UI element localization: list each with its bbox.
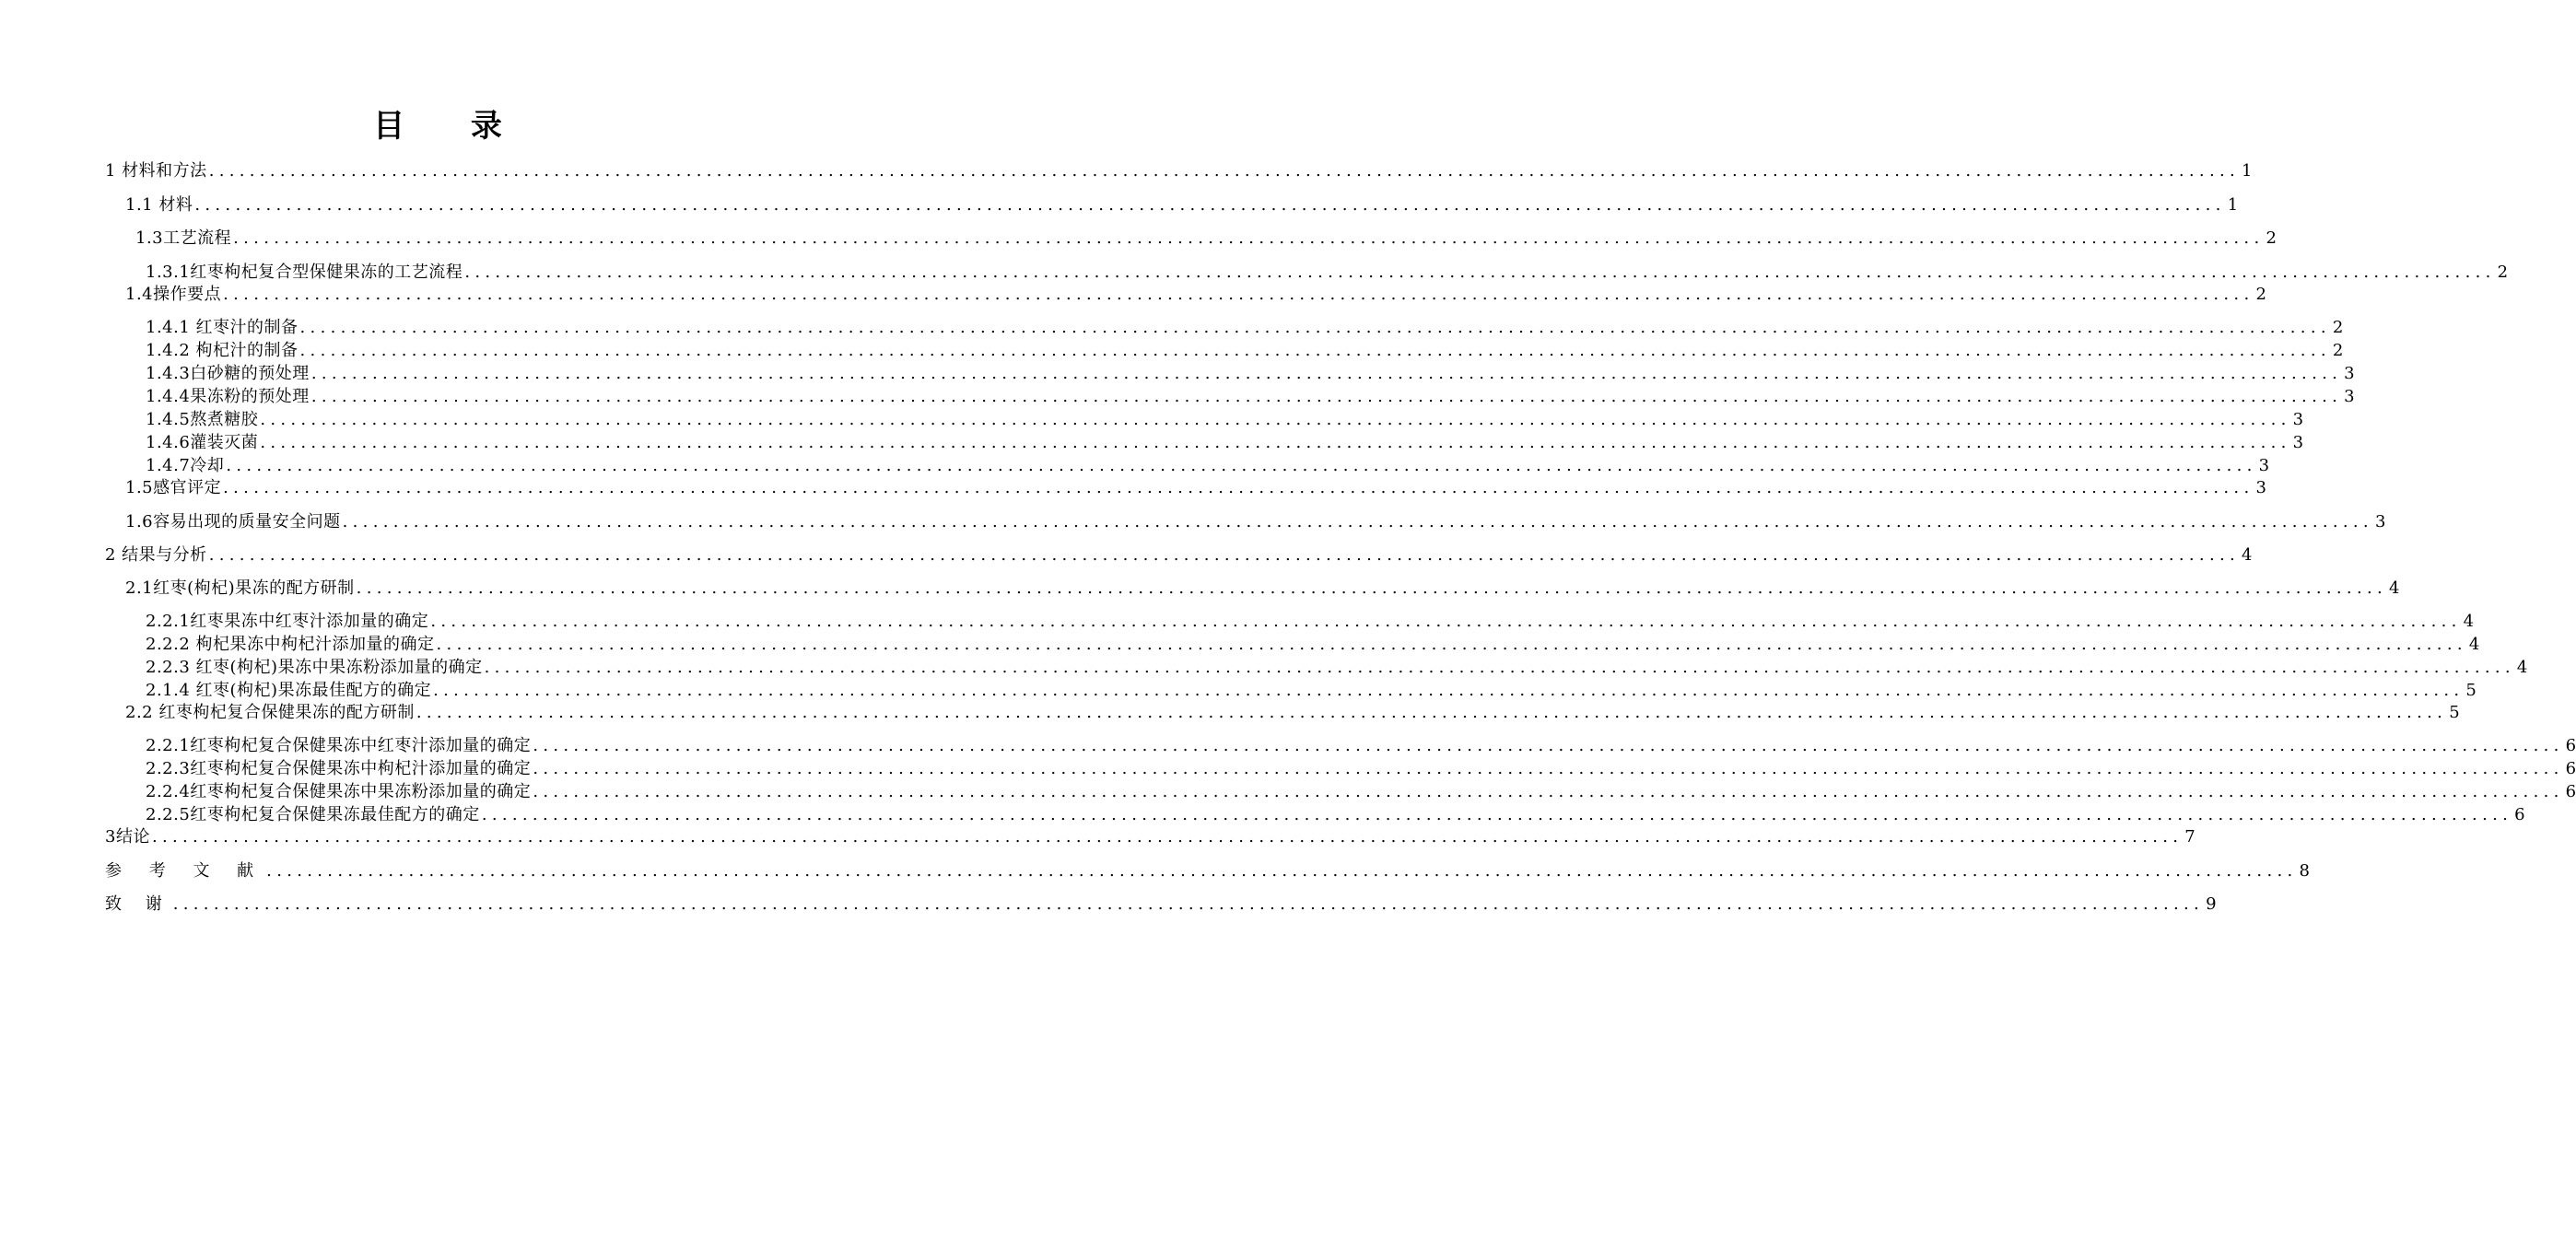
- toc-page-number: 6: [2565, 736, 2576, 755]
- toc-page-number: 3: [2258, 456, 2270, 475]
- toc-page-number: 6: [2565, 759, 2576, 778]
- toc-entry[interactable]: [146, 317, 2344, 339]
- toc-page-number: 4: [2463, 612, 2475, 631]
- toc-entry[interactable]: [146, 680, 2476, 702]
- toc-entry-text: 1.4.5熬煮糖胶: [146, 410, 259, 429]
- toc-entry[interactable]: [105, 826, 2195, 848]
- toc-entry-text: 致 谢: [105, 894, 171, 914]
- toc-entry-text: 1.3工艺流程: [135, 228, 232, 248]
- toc-entry[interactable]: [125, 477, 2266, 499]
- toc-leader-dots: ........................................................................................................................................................................................................: [533, 759, 2564, 778]
- toc-leader-dots: ........................................................................................................................................................................................................: [299, 318, 2331, 337]
- toc-page-number: 3: [2292, 433, 2304, 452]
- toc-entry[interactable]: [146, 634, 2480, 656]
- toc-leader-dots: ........................................................................................................................................................................................................: [436, 635, 2467, 654]
- toc-entry[interactable]: [105, 860, 2310, 882]
- toc-leader-dots: ........................................................................................................................................................................................................: [416, 703, 2448, 722]
- toc-entry-text: 1.3.1红枣枸杞复合型保健果冻的工艺流程: [146, 263, 463, 282]
- toc-entry-text: 1 材料和方法: [105, 161, 207, 181]
- toc-page-number: 2: [2332, 341, 2344, 360]
- toc-leader-dots: ........................................................................................................................................................................................................: [299, 341, 2331, 360]
- toc-entry[interactable]: [135, 228, 2277, 250]
- toc-entry-text: 2 结果与分析: [105, 545, 207, 565]
- toc-entry[interactable]: [146, 455, 2270, 477]
- toc-entry-text: 2.2.5红枣枸杞复合保健果冻最佳配方的确定: [146, 805, 480, 824]
- toc-page-number: 4: [2242, 545, 2253, 565]
- toc-page-number: 4: [2389, 578, 2400, 598]
- toc-leader-dots: ........................................................................................................................................................................................................: [208, 545, 2241, 565]
- toc-entry[interactable]: [146, 386, 2355, 408]
- toc-entry[interactable]: [146, 657, 2528, 679]
- toc-leader-dots: ........................................................................................................................................................................................................: [342, 512, 2373, 531]
- toc-leader-dots: ........................................................................................................................................................................................................: [223, 478, 2254, 497]
- toc-page-number: 2: [2255, 285, 2266, 304]
- toc-entry-text: 1.4.7冷却: [146, 456, 225, 475]
- toc-leader-dots: ........................................................................................................................................................................................................: [310, 387, 2343, 406]
- toc-leader-dots: ........................................................................................................................................................................................................: [464, 263, 2496, 282]
- toc-entry[interactable]: [146, 432, 2304, 454]
- toc-page-number: 1: [2227, 195, 2239, 215]
- toc-entry-text: 2.2.2 枸杞果冻中枸杞汁添加量的确定: [146, 635, 435, 654]
- toc-leader-dots: ........................................................................................................................................................................................................: [433, 681, 2465, 700]
- toc-page-number: 5: [2449, 703, 2460, 722]
- toc-entry[interactable]: [146, 804, 2525, 826]
- toc-entry-text: 1.4.6灌装灭菌: [146, 433, 259, 452]
- toc-entry[interactable]: [125, 578, 2400, 600]
- toc-leader-dots: ........................................................................................................................................................................................................: [226, 456, 2257, 475]
- toc-entry-text: 1.4操作要点: [125, 285, 222, 304]
- toc-leader-dots: ........................................................................................................................................................................................................: [260, 433, 2291, 452]
- toc-leader-dots: ........................................................................................................................................................................................................: [260, 410, 2291, 429]
- toc-page-number: 5: [2465, 681, 2476, 700]
- toc-leader-dots: ........................................................................................................................................................................................................: [310, 364, 2343, 383]
- toc-page-number: 6: [2514, 805, 2525, 824]
- toc-entry-text: 2.1红枣(枸杞)果冻的配方研制: [125, 578, 355, 598]
- toc-entry-text: 2.2 红枣枸杞复合保健果冻的配方研制: [125, 703, 415, 722]
- toc-entry[interactable]: [105, 893, 2217, 916]
- toc-entry-text: 2.2.3红枣枸杞复合保健果冻中枸杞汁添加量的确定: [146, 759, 532, 778]
- toc-entry-text: 1.4.1 红枣汁的制备: [146, 318, 299, 337]
- toc-entry[interactable]: [146, 758, 2576, 780]
- toc-leader-dots: ........................................................................................................................................................................................................: [208, 161, 2241, 181]
- toc-entry-text: 2.2.1红枣果冻中红枣汁添加量的确定: [146, 612, 429, 631]
- toc-entry-text: 2.2.4红枣枸杞复合保健果冻中果冻粉添加量的确定: [146, 782, 532, 801]
- toc-page-number: 2: [2497, 263, 2509, 282]
- toc-leader-dots: ........................................................................................................................................................................................................: [151, 827, 2184, 847]
- toc-leader-dots: ........................................................................................................................................................................................................: [233, 228, 2265, 248]
- toc-page-number: 3: [2344, 364, 2355, 383]
- toc-leader-dots: ........................................................................................................................................................................................................: [481, 805, 2513, 824]
- toc-entry-text: 参 考 文 献: [105, 861, 265, 881]
- toc-page-number: 2: [2332, 318, 2344, 337]
- toc-leader-dots: ........................................................................................................................................................................................................: [533, 736, 2564, 755]
- toc-leader-dots: ........................................................................................................................................................................................................: [266, 861, 2298, 881]
- toc-leader-dots: ........................................................................................................................................................................................................: [223, 285, 2254, 304]
- toc-entry-text: 3结论: [105, 827, 150, 847]
- toc-entry-text: 1.5感官评定: [125, 478, 222, 497]
- toc-leader-dots: ........................................................................................................................................................................................................: [533, 782, 2564, 801]
- toc-entry-text: 1.6容易出现的质量安全问题: [125, 512, 341, 531]
- toc-entry[interactable]: [125, 194, 2239, 216]
- toc-entry[interactable]: [146, 340, 2344, 362]
- toc-leader-dots: ........................................................................................................................................................................................................: [194, 195, 2226, 215]
- toc-leader-dots: ........................................................................................................................................................................................................: [430, 612, 2462, 631]
- toc-leader-dots: ........................................................................................................................................................................................................: [356, 578, 2388, 598]
- toc-page-number: 6: [2565, 782, 2576, 801]
- toc-page-number: 8: [2299, 861, 2310, 881]
- toc-entry[interactable]: [146, 363, 2355, 385]
- toc-page-number: 2: [2266, 228, 2277, 248]
- toc-entry[interactable]: [125, 702, 2460, 724]
- toc-entry[interactable]: [125, 511, 2386, 533]
- toc-page-number: 3: [2292, 410, 2304, 429]
- toc-page-number: 7: [2184, 827, 2195, 847]
- toc-entry[interactable]: [146, 409, 2304, 431]
- toc-title: 目 录: [373, 108, 530, 145]
- toc-page-number: 4: [2516, 658, 2528, 677]
- toc-entry-text: 1.4.2 枸杞汁的制备: [146, 341, 299, 360]
- toc-page-number: 1: [2242, 161, 2253, 181]
- toc-entry-text: 1.1 材料: [125, 195, 193, 215]
- toc-page-number: 3: [2255, 478, 2266, 497]
- toc-page-number: 9: [2206, 894, 2217, 914]
- toc-entry[interactable]: [146, 781, 2576, 803]
- toc-leader-dots: ........................................................................................................................................................................................................: [484, 658, 2515, 677]
- toc-leader-dots: ........................................................................................................................................................................................................: [172, 894, 2205, 914]
- toc-entry[interactable]: [146, 735, 2576, 757]
- toc-entry[interactable]: [105, 160, 2253, 182]
- toc-entry[interactable]: [146, 262, 2509, 284]
- toc-entry-text: 1.4.4果冻粉的预处理: [146, 387, 310, 406]
- toc-entry[interactable]: [105, 544, 2253, 566]
- toc-entry-text: 2.1.4 红枣(枸杞)果冻最佳配方的确定: [146, 681, 432, 700]
- toc-page-number: 3: [2374, 512, 2386, 531]
- toc-entry-text: 1.4.3白砂糖的预处理: [146, 364, 310, 383]
- toc-page-number: 4: [2468, 635, 2480, 654]
- toc-entry[interactable]: [146, 611, 2475, 633]
- toc-page-number: 3: [2344, 387, 2355, 406]
- toc-entry-text: 2.2.3 红枣(枸杞)果冻中果冻粉添加量的确定: [146, 658, 483, 677]
- toc-entry[interactable]: [125, 284, 2266, 306]
- toc-entry-text: 2.2.1红枣枸杞复合保健果冻中红枣汁添加量的确定: [146, 736, 532, 755]
